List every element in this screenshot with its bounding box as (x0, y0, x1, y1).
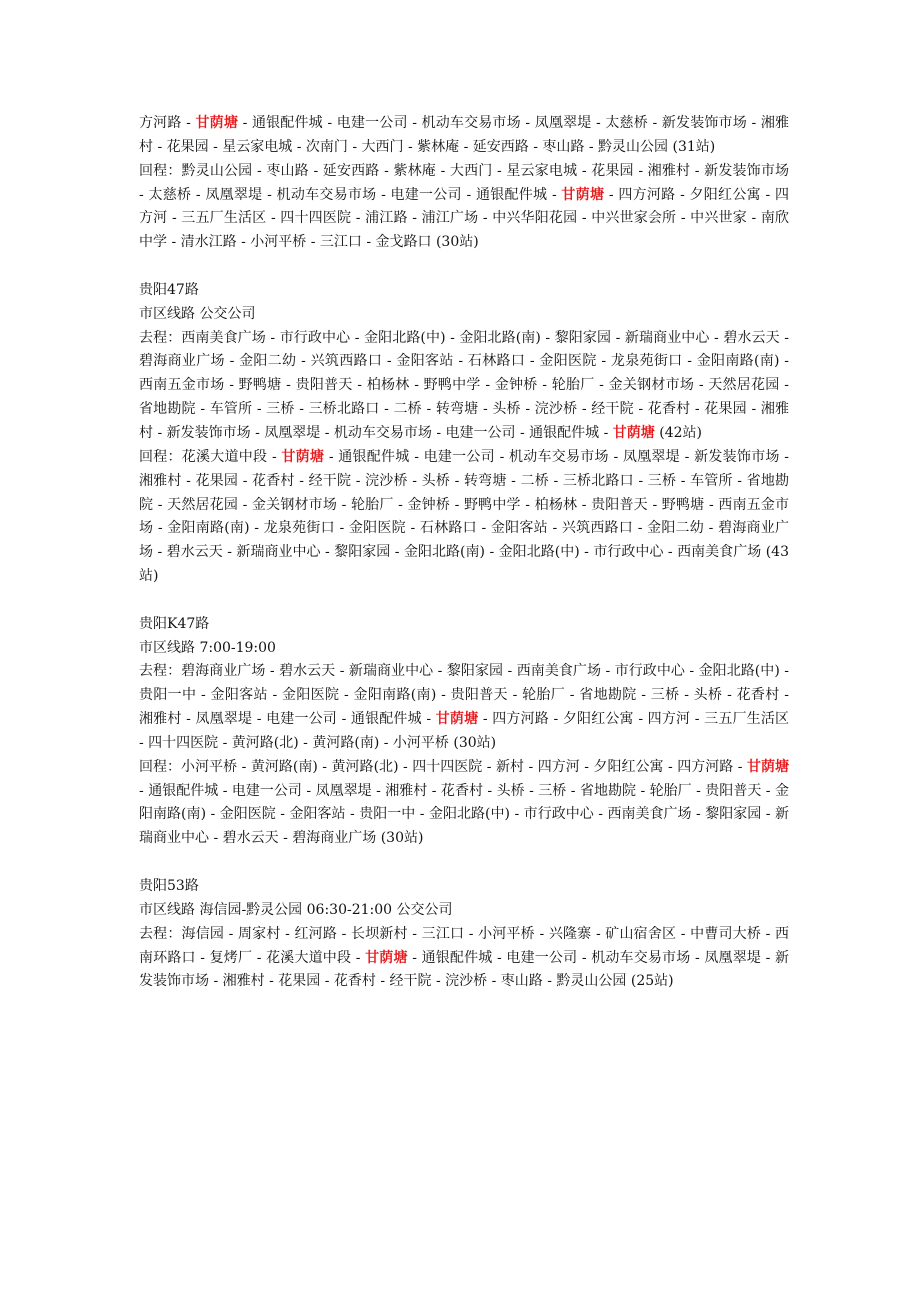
route-text: 回程：黔灵山公园 - 枣山路 - 延安西路 - 紫林庵 - 大西门 - 星云家电城 - 花果园 - 湘雅村 - 新发装饰市场 - 太慈桥 - 凤凰翠堤 - 机动车交易市场 - 电建一公司 - 通银配件城 - (139, 162, 789, 203)
route-text: 贵阳K47路 (139, 615, 210, 632)
section-gap (139, 851, 789, 875)
route-paragraph (139, 875, 789, 899)
route-paragraph (139, 327, 789, 446)
route-paragraph (139, 160, 789, 255)
route-text: - 四方河路 - 夕阳红公寓 - 四方河 - 三五厂生活区 - 四十四医院 - 浦江路 - 浦江广场 - 中兴华阳花园 - 中兴世家会所 - 中兴世家 - 南欣中学 - 清水江路 - 小河平桥 - 三江口 - 金戈路口 (30站) (139, 186, 789, 251)
route-paragraph (139, 279, 789, 303)
highlight-stop: 甘荫塘 (281, 448, 325, 465)
route-document (139, 112, 789, 994)
route-paragraph (139, 923, 789, 995)
route-text: 市区线路 海信园-黔灵公园 06:30-21:00 公交公司 (139, 901, 453, 918)
route-text: 去程：碧海商业广场 - 碧水云天 - 新瑞商业中心 - 黎阳家园 - 西南美食广场 - 市行政中心 - 金阳北路(中) - 贵阳一中 - 金阳客站 - 金阳医院 - 金阳南路(南) - 贵阳普天 - 轮胎厂 - 省地勘院 - 三桥 - 头桥 - 花香村 - 湘雅村 - 凤凰翠堤 - 电建一公司 - 通银配件城 - (139, 663, 789, 728)
route-paragraph (139, 613, 789, 637)
section-gap (139, 589, 789, 613)
route-paragraph (139, 756, 789, 851)
route-text: 方河路 - (139, 115, 196, 131)
section-gap (139, 255, 789, 279)
route-text: (42站) (654, 424, 702, 441)
route-text: 市区线路 公交公司 (139, 305, 256, 322)
route-paragraph (139, 446, 789, 589)
route-paragraph (139, 637, 789, 661)
highlight-stop: 甘荫塘 (435, 711, 479, 728)
route-text: 回程：花溪大道中段 - (139, 448, 282, 465)
highlight-stop: 甘荫塘 (612, 424, 655, 441)
route-paragraph (139, 660, 789, 755)
route-text: - 通银配件城 - 电建一公司 - 机动车交易市场 - 凤凰翠堤 - 新发装饰市场 - 湘雅村 - 花果园 - 花香村 - 经干院 - 浣沙桥 - 头桥 - 转弯塘 - 二桥 - 三桥北路口 - 三桥 - 车管所 - 省地勘院 - 天然居花园 - 金关钢材市场 - 轮胎厂 - 金钟桥 - 野鸭中学 - 柏杨林 - 贵阳普天 - 野鸭塘 - 西南五金市场 - 金阳南路(南) - 龙泉苑街口 - 金阳医院 - 石林路口 - 金阳客站 - 兴筑西路口 - 金阳二幼 - 碧海商业广场 - 碧水云天 - 新瑞商业中心 - 黎阳家园 - 金阳北路(南) - 金阳北路(中) - 市行政中心 - 西南美食广场 (43站) (139, 448, 790, 585)
route-paragraph (139, 112, 789, 160)
highlight-stop: 甘荫塘 (365, 949, 408, 966)
route-text: - 四方河路 - 夕阳红公寓 - 四方河 - 三五厂生活区 - 四十四医院 - 黄河路(北) - 黄河路(南) - 小河平桥 (30站) (139, 711, 790, 751)
route-text: 贵阳53路 (139, 878, 199, 894)
route-text: - 通银配件城 - 电建一公司 - 凤凰翠堤 - 湘雅村 - 花香村 - 头桥 - 三桥 - 省地勘院 - 轮胎厂 - 贵阳普天 - 金阳南路(南) - 金阳医院 - 金阳客站 - 贵阳一中 - 金阳北路(中) - 市行政中心 - 西南美食广场 - 黎阳家园 - 新瑞商业中心 - 碧水云天 - 碧海商业广场 (30站) (139, 782, 789, 847)
route-text: 市区线路 7:00-19:00 (139, 639, 276, 656)
route-paragraph (139, 303, 789, 327)
route-text: 去程：海信园 - 周家村 - 红河路 - 长坝新村 - 三江口 - 小河平桥 - 兴隆寨 - 矿山宿舍区 - 中曹司大桥 - 西南环路口 - 复烤厂 - 花溪大道中段 - (139, 925, 789, 966)
route-text: 贵阳47路 (139, 281, 199, 298)
highlight-stop: 甘荫塘 (561, 186, 605, 203)
route-text: - 通银配件城 - 电建一公司 - 机动车交易市场 - 凤凰翠堤 - 新发装饰市场 - 湘雅村 - 花果园 - 花香村 - 经干院 - 浣沙桥 - 枣山路 - 黔灵山公园 (25站) (139, 949, 790, 990)
route-paragraph (139, 899, 789, 923)
route-text: 回程：小河平桥 - 黄河路(南) - 黄河路(北) - 四十四医院 - 新村 - 四方河 - 夕阳红公寓 - 四方河路 - (139, 758, 747, 775)
highlight-stop: 甘荫塘 (195, 115, 238, 131)
route-text: 去程：西南美食广场 - 市行政中心 - 金阳北路(中) - 金阳北路(南) - 黎阳家园 - 新瑞商业中心 - 碧水云天 - 碧海商业广场 - 金阳二幼 - 兴筑西路口 - 金阳客站 - 石林路口 - 金阳医院 - 龙泉苑街口 - 金阳南路(南) - 西南五金市场 - 野鸭塘 - 贵阳普天 - 柏杨林 - 野鸭中学 - 金钟桥 - 轮胎厂 - 金关钢材市场 - 天然居花园 - 省地勘院 - 车管所 - 三桥 - 三桥北路口 - 二桥 - 转弯塘 - 头桥 - 浣沙桥 - 经干院 - 花香村 - 花果园 - 湘雅村 - 新发装饰市场 - 凤凰翠堤 - 机动车交易市场 - 电建一公司 - 通银配件城 - (139, 329, 789, 441)
highlight-stop: 甘荫塘 (746, 758, 789, 775)
route-text: - 通银配件城 - 电建一公司 - 机动车交易市场 - 凤凰翠堤 - 太慈桥 - 新发装饰市场 - 湘雅村 - 花果园 - 星云家电城 - 次南门 - 大西门 - 紫林庵 - 延安西路 - 枣山路 - 黔灵山公园 (31站) (139, 115, 790, 155)
